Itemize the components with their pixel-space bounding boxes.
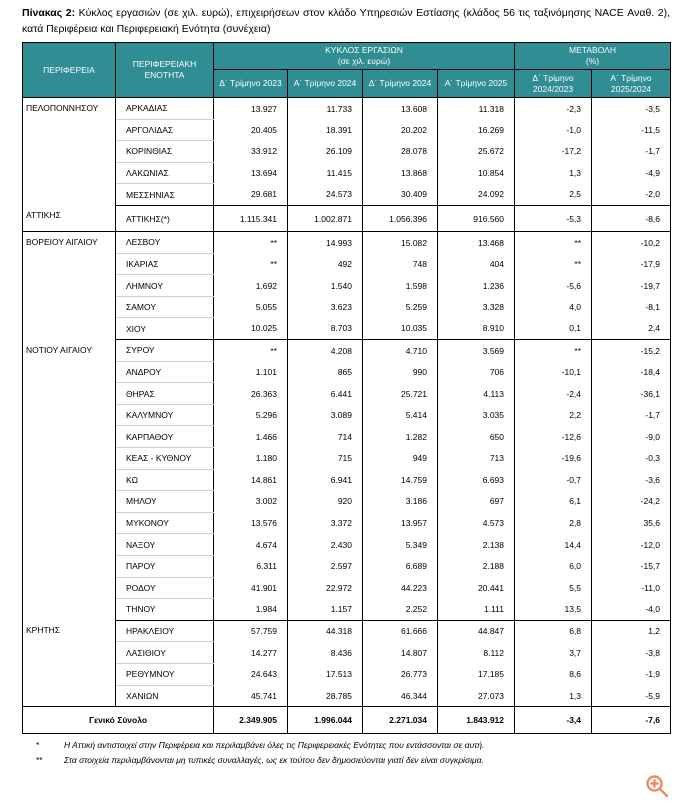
value-cell: 949 [363,448,438,470]
total-label: Γενικό Σύνολο [23,707,214,734]
unit-cell: ΚΩ [116,469,214,491]
value-cell: 13.694 [214,162,288,184]
value-cell: 45.741 [214,685,288,707]
total-cell: 1.996.044 [288,707,363,734]
value-cell: 6.441 [288,383,363,405]
header-unit: ΠΕΡΙΦΕΡΕΙΑΚΗ ΕΝΟΤΗΤΑ [116,43,214,98]
table-row [23,141,671,163]
value-cell: 4.573 [438,512,515,534]
header-change: ΜΕΤΑΒΟΛΗ (%) [515,43,671,70]
total-cell: 1.843.912 [438,707,515,734]
value-cell: 3.089 [288,404,363,426]
value-cell: 1.236 [438,275,515,297]
unit-cell: ΗΡΑΚΛΕΙΟΥ [116,620,214,642]
value-cell: 44.318 [288,620,363,642]
value-cell: 30.409 [363,184,438,206]
value-cell: 6.311 [214,555,288,577]
total-row [23,707,671,734]
footnote: * Η Αττική αντιστοιχεί στην Περιφέρεια και περιλαμβάνει όλες τις Περιφερειακές Ενότητες που εντάσσονται σε αυτή. [36,740,485,750]
value-cell: 713 [438,448,515,470]
table-row [23,426,671,448]
value-cell: 13.468 [438,232,515,254]
value-cell: 1,3 [515,162,592,184]
value-cell: 20.441 [438,577,515,599]
value-cell: 990 [363,361,438,383]
value-cell: -15,2 [592,340,671,362]
value-cell: 4,0 [515,296,592,318]
value-cell: 2.597 [288,555,363,577]
table-row [23,620,671,642]
value-cell: 3,7 [515,642,592,664]
unit-cell: ΚΕΑΣ - ΚΥΘΝΟΥ [116,448,214,470]
value-cell: 1.466 [214,426,288,448]
table-row [23,205,671,231]
value-cell: 8,6 [515,663,592,685]
value-cell: 2.430 [288,534,363,556]
unit-cell: ΝΑΞΟΥ [116,534,214,556]
footnotes [36,738,484,768]
unit-cell: ΠΑΡΟΥ [116,555,214,577]
unit-cell: ΛΗΜΝΟΥ [116,275,214,297]
value-cell: -0,3 [592,448,671,470]
value-cell: 6.941 [288,469,363,491]
value-cell: 5.259 [363,296,438,318]
value-cell: 4.208 [288,340,363,362]
value-cell: 10.854 [438,162,515,184]
value-cell: 20.202 [363,119,438,141]
value-cell: 5,5 [515,577,592,599]
table-row [23,361,671,383]
value-cell: 916.560 [438,205,515,231]
value-cell: -8,1 [592,296,671,318]
value-cell: -10,1 [515,361,592,383]
value-cell: -1,9 [592,663,671,685]
unit-cell: ΛΑΚΩΝΙΑΣ [116,162,214,184]
table-row [23,491,671,513]
value-cell: 20.405 [214,119,288,141]
value-cell: 22.972 [288,577,363,599]
value-cell: 1,3 [515,685,592,707]
value-cell: 14.759 [363,469,438,491]
value-cell: -1,0 [515,119,592,141]
value-cell: 6,1 [515,491,592,513]
value-cell: 3.002 [214,491,288,513]
value-cell: 748 [363,253,438,275]
unit-cell: ΑΡΓΟΛΙΔΑΣ [116,119,214,141]
value-cell: -3,6 [592,469,671,491]
region-cell: ΒΟΡΕΙΟΥ ΑΙΓΑΙΟΥ [23,232,116,340]
value-cell: 1,2 [592,620,671,642]
value-cell: 24.643 [214,663,288,685]
unit-cell: ΚΟΡΙΝΘΙΑΣ [116,141,214,163]
table-row [23,404,671,426]
value-cell: 41.901 [214,577,288,599]
table-row [23,469,671,491]
value-cell: 17.513 [288,663,363,685]
value-cell: 57.759 [214,620,288,642]
value-cell: 650 [438,426,515,448]
value-cell: 44.847 [438,620,515,642]
value-cell: 26.363 [214,383,288,405]
value-cell: 3.186 [363,491,438,513]
total-cell: -3,4 [515,707,592,734]
value-cell: 5.296 [214,404,288,426]
value-cell: 3.328 [438,296,515,318]
value-cell: ** [515,253,592,275]
value-cell: 2,5 [515,184,592,206]
value-cell: 4.710 [363,340,438,362]
value-cell: 14.277 [214,642,288,664]
table-row [23,577,671,599]
unit-cell: ΜΥΚΟΝΟΥ [116,512,214,534]
value-cell: 404 [438,253,515,275]
unit-cell: ΛΑΣΙΘΙΟΥ [116,642,214,664]
value-cell: -36,1 [592,383,671,405]
value-cell: 28.785 [288,685,363,707]
value-cell: -1,7 [592,141,671,163]
table-row [23,512,671,534]
unit-cell: ΡΕΘΥΜΝΟΥ [116,663,214,685]
value-cell: -11,5 [592,119,671,141]
value-cell: -5,9 [592,685,671,707]
value-cell: 27.073 [438,685,515,707]
region-cell: ΑΤΤΙΚΗΣ [23,205,116,231]
value-cell: -12,0 [592,534,671,556]
value-cell: -15,7 [592,555,671,577]
value-cell: 2.188 [438,555,515,577]
value-cell: 865 [288,361,363,383]
value-cell: 6.689 [363,555,438,577]
value-cell: 1.984 [214,599,288,621]
table-row [23,253,671,275]
value-cell: 13.927 [214,98,288,120]
value-cell: -12,6 [515,426,592,448]
value-cell: -4,0 [592,599,671,621]
value-cell: -0,7 [515,469,592,491]
header-col: Α΄ Τρίμηνο 2025 [438,70,515,98]
unit-cell: ΚΑΡΠΑΘΟΥ [116,426,214,448]
value-cell: 26.109 [288,141,363,163]
table-row [23,663,671,685]
value-cell: 6.693 [438,469,515,491]
value-cell: 13.576 [214,512,288,534]
total-cell: 2.349.905 [214,707,288,734]
table-row [23,119,671,141]
table-row [23,534,671,556]
table-row [23,275,671,297]
value-cell: 1.157 [288,599,363,621]
value-cell: 26.773 [363,663,438,685]
caption-text: Κύκλος εργασιών (σε χιλ. ευρώ), επιχειρήσεων στον κλάδο Υπηρεσιών Εστίασης (κλάδος 56 τις ταξινόμησης NACE Αναθ. 2), κατά Περιφέρεια και Περιφερειακή Ενότητα (συνέχεια) [22,7,670,35]
value-cell: 13.957 [363,512,438,534]
turnover-table [22,42,671,734]
value-cell: 697 [438,491,515,513]
value-cell: 44.223 [363,577,438,599]
table-row [23,162,671,184]
value-cell: -19,6 [515,448,592,470]
unit-cell: ΤΗΝΟΥ [116,599,214,621]
value-cell: 0,1 [515,318,592,340]
table-row [23,232,671,254]
value-cell: 2.138 [438,534,515,556]
value-cell: -5,6 [515,275,592,297]
unit-cell: ΣΥΡΟΥ [116,340,214,362]
unit-cell: ΚΑΛΥΜΝΟΥ [116,404,214,426]
value-cell: 18.391 [288,119,363,141]
value-cell: 1.101 [214,361,288,383]
table-caption [22,5,670,37]
header-region: ΠΕΡΙΦΕΡΕΙΑ [23,43,116,98]
value-cell: -2,3 [515,98,592,120]
value-cell: -2,0 [592,184,671,206]
value-cell: -11,0 [592,577,671,599]
value-cell: 11.318 [438,98,515,120]
unit-cell: ΑΤΤΙΚΗΣ(*) [116,205,214,231]
value-cell: 14.861 [214,469,288,491]
value-cell: ** [214,340,288,362]
value-cell: 46.344 [363,685,438,707]
value-cell: 2.252 [363,599,438,621]
value-cell: -4,9 [592,162,671,184]
value-cell: 25.721 [363,383,438,405]
value-cell: 3.623 [288,296,363,318]
footnote: ** Στα στοιχεία περιλαμβάνονται μη τυπικές συναλλαγές, ως εκ τούτου δεν δημοσιεύονται γιατί δεν είναι συγκρίσιμα. [36,755,484,765]
value-cell: 2,4 [592,318,671,340]
value-cell: -17,9 [592,253,671,275]
unit-cell: ΧΑΝΙΩΝ [116,685,214,707]
table-row [23,448,671,470]
value-cell: 4.674 [214,534,288,556]
unit-cell: ΘΗΡΑΣ [116,383,214,405]
value-cell: 1.598 [363,275,438,297]
header-col: Α΄ Τρίμηνο 2025/2024 [592,70,671,98]
value-cell: 1.692 [214,275,288,297]
value-cell: 5.414 [363,404,438,426]
value-cell: 8.436 [288,642,363,664]
value-cell: 25.672 [438,141,515,163]
unit-cell: ΣΑΜΟΥ [116,296,214,318]
header-col: Δ΄ Τρίμηνο 2024/2023 [515,70,592,98]
unit-cell: ΜΗΛΟΥ [116,491,214,513]
header-col: Δ΄ Τρίμηνο 2023 [214,70,288,98]
value-cell: 8.112 [438,642,515,664]
value-cell: 6,8 [515,620,592,642]
value-cell: 13.608 [363,98,438,120]
value-cell: 1.002.871 [288,205,363,231]
table-row [23,296,671,318]
table-row [23,184,671,206]
value-cell: 1.282 [363,426,438,448]
value-cell: 17.185 [438,663,515,685]
value-cell: 24.092 [438,184,515,206]
value-cell: -5,3 [515,205,592,231]
caption-label: Πίνακας 2: [22,7,76,19]
table-row [23,642,671,664]
unit-cell: ΑΡΚΑΔΙΑΣ [116,98,214,120]
value-cell: ** [515,340,592,362]
unit-cell: ΙΚΑΡΙΑΣ [116,253,214,275]
value-cell: 14.993 [288,232,363,254]
unit-cell: ΜΕΣΣΗΝΙΑΣ [116,184,214,206]
header-col: Δ΄ Τρίμηνο 2024 [363,70,438,98]
value-cell: -24,2 [592,491,671,513]
value-cell: 1.180 [214,448,288,470]
value-cell: 13,5 [515,599,592,621]
value-cell: -3,5 [592,98,671,120]
table-row [23,340,671,362]
value-cell: 5.055 [214,296,288,318]
value-cell: -8,6 [592,205,671,231]
value-cell: 492 [288,253,363,275]
value-cell: 11.733 [288,98,363,120]
value-cell: 29.681 [214,184,288,206]
value-cell: ** [214,232,288,254]
value-cell: 1.111 [438,599,515,621]
value-cell: 8.703 [288,318,363,340]
value-cell: 28.078 [363,141,438,163]
region-cell: ΝΟΤΙΟΥ ΑΙΓΑΙΟΥ [23,340,116,621]
unit-cell: ΑΝΔΡΟΥ [116,361,214,383]
value-cell: 8.910 [438,318,515,340]
header-turnover: ΚΥΚΛΟΣ ΕΡΓΑΣΙΩΝ (σε χιλ. ευρώ) [214,43,515,70]
value-cell: 33.912 [214,141,288,163]
table-row [23,98,671,120]
table-row [23,318,671,340]
value-cell: 10.025 [214,318,288,340]
value-cell: 16.269 [438,119,515,141]
value-cell: -1,7 [592,404,671,426]
value-cell: ** [214,253,288,275]
value-cell: 14,4 [515,534,592,556]
value-cell: -18,4 [592,361,671,383]
value-cell: 11.415 [288,162,363,184]
value-cell: 61.666 [363,620,438,642]
value-cell: 10.035 [363,318,438,340]
table-row [23,555,671,577]
value-cell: 714 [288,426,363,448]
value-cell: 1.115.341 [214,205,288,231]
value-cell: 2,2 [515,404,592,426]
value-cell: 5.349 [363,534,438,556]
value-cell: 6,0 [515,555,592,577]
value-cell: 920 [288,491,363,513]
value-cell: 715 [288,448,363,470]
header-col: Α΄ Τρίμηνο 2024 [288,70,363,98]
value-cell: 706 [438,361,515,383]
unit-cell: ΛΕΣΒΟΥ [116,232,214,254]
value-cell: 3.372 [288,512,363,534]
value-cell: 24.573 [288,184,363,206]
total-cell: -7,6 [592,707,671,734]
unit-cell: ΡΟΔΟΥ [116,577,214,599]
value-cell: 1.056.396 [363,205,438,231]
value-cell: 1.540 [288,275,363,297]
value-cell: -2,4 [515,383,592,405]
total-cell: 2.271.034 [363,707,438,734]
value-cell: -10,2 [592,232,671,254]
unit-cell: ΧΙΟΥ [116,318,214,340]
value-cell: 4.113 [438,383,515,405]
table-row [23,599,671,621]
value-cell: ** [515,232,592,254]
value-cell: -9,0 [592,426,671,448]
table-row [23,383,671,405]
region-cell: ΚΡΗΤΗΣ [23,620,116,706]
table-row [23,685,671,707]
value-cell: -17,2 [515,141,592,163]
value-cell: 15.082 [363,232,438,254]
value-cell: 2,8 [515,512,592,534]
value-cell: -19,7 [592,275,671,297]
value-cell: -3,8 [592,642,671,664]
value-cell: 3.035 [438,404,515,426]
region-cell: ΠΕΛΟΠΟΝΝΗΣΟΥ [23,98,116,206]
value-cell: 13.868 [363,162,438,184]
value-cell: 3.569 [438,340,515,362]
zoom-magnifier-icon [644,773,670,799]
value-cell: 14.807 [363,642,438,664]
value-cell: 35,6 [592,512,671,534]
